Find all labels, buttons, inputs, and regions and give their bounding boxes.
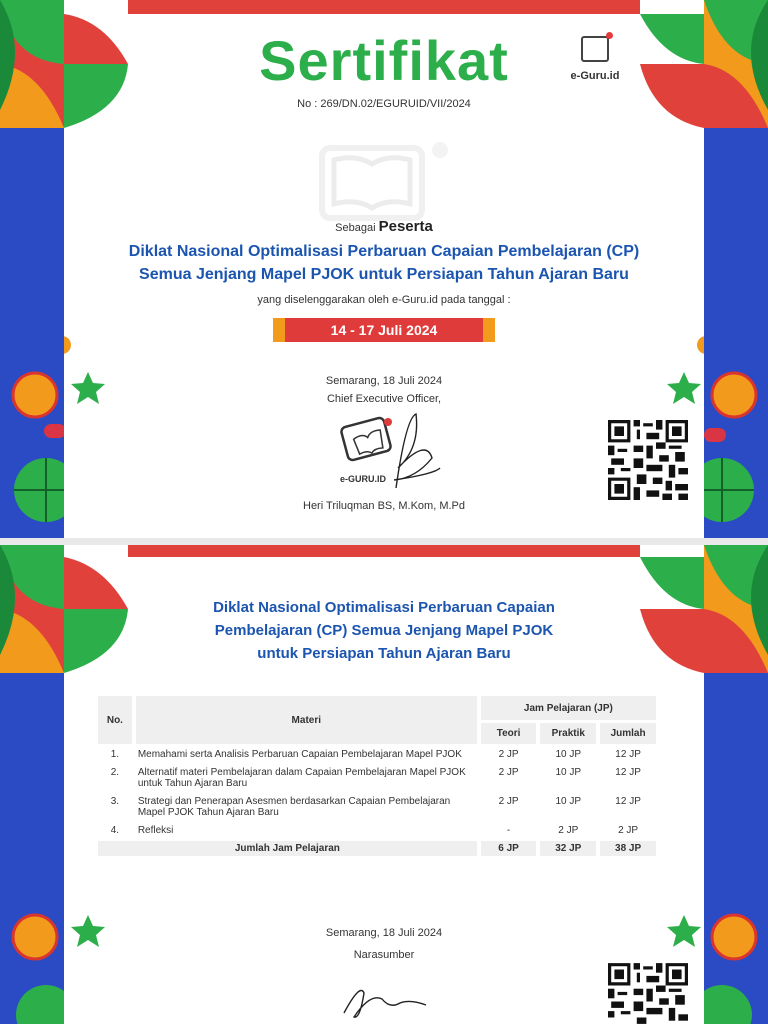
row-materi: Alternatif materi Pembelajaran dalam Capaian Pembelajaran Mapel PJOK untuk Tahun Ajaran Baru bbox=[137, 767, 466, 789]
syllabus-title-line3: untuk Persiapan Tahun Ajaran Baru bbox=[257, 645, 511, 662]
table-row bbox=[98, 794, 656, 820]
table-row bbox=[98, 747, 656, 762]
row-no: 3. bbox=[110, 796, 120, 807]
stamp-text: e-GURU.ID bbox=[340, 474, 387, 484]
total-row bbox=[98, 841, 656, 856]
syllabus-signer-title: Narasumber bbox=[353, 949, 415, 961]
table-row bbox=[98, 823, 656, 838]
row-teori: 2 JP bbox=[498, 749, 519, 760]
left-ornament-border bbox=[0, 0, 64, 538]
header-praktik: Praktik bbox=[540, 723, 596, 744]
row-teori: 2 JP bbox=[498, 796, 519, 807]
header-jp: Jam Pelajaran (JP) bbox=[481, 696, 656, 720]
qr-code-icon bbox=[608, 420, 688, 500]
row-praktik: 10 JP bbox=[555, 796, 582, 807]
syllabus-table bbox=[94, 693, 660, 859]
right-ornament-border bbox=[704, 0, 768, 538]
certificate-number: No : 269/DN.02/EGURUID/VII/2024 bbox=[297, 98, 471, 110]
place-date: Semarang, 18 Juli 2024 bbox=[325, 375, 443, 387]
row-jumlah: 12 JP bbox=[615, 796, 641, 807]
syllabus-place-date: Semarang, 18 Juli 2024 bbox=[325, 927, 443, 939]
qr-code-icon bbox=[608, 963, 688, 1024]
course-title-line2: Semua Jenjang Mapel PJOK untuk Persiapan Tahun Ajaran Baru bbox=[139, 266, 629, 283]
row-no: 4. bbox=[110, 825, 120, 836]
date-banner bbox=[273, 318, 495, 342]
stamp-signature bbox=[336, 408, 446, 500]
signer-name: Heri Triluqman BS, M.Kom, M.Pd bbox=[303, 500, 465, 512]
role-prefix: Sebagai bbox=[335, 222, 376, 234]
date-range: 14 - 17 Juli 2024 bbox=[285, 318, 483, 342]
row-praktik: 10 JP bbox=[555, 749, 582, 760]
brand-name: e-Guru.id bbox=[570, 70, 620, 82]
table-header-row bbox=[98, 696, 656, 720]
header-materi: Materi bbox=[136, 696, 477, 744]
role-line bbox=[0, 218, 768, 235]
syllabus-title-line1: Diklat Nasional Optimalisasi Perbaruan Capaian bbox=[213, 599, 555, 616]
row-teori: - bbox=[506, 825, 511, 836]
total-label: Jumlah Jam Pelajaran bbox=[98, 841, 477, 856]
page-separator bbox=[0, 538, 768, 545]
header-teori: Teori bbox=[481, 723, 537, 744]
row-praktik: 2 JP bbox=[558, 825, 579, 836]
row-jumlah: 12 JP bbox=[615, 767, 641, 778]
signer-title: Chief Executive Officer, bbox=[326, 393, 442, 405]
course-title-line1: Diklat Nasional Optimalisasi Perbaruan Capaian Pembelajaran (CP) bbox=[128, 243, 640, 260]
total-teori: 6 JP bbox=[481, 841, 537, 856]
row-teori: 2 JP bbox=[498, 767, 519, 778]
syllabus-title-line2: Pembelajaran (CP) Semua Jenjang Mapel PJOK bbox=[214, 622, 554, 639]
brand-logo bbox=[562, 36, 628, 84]
row-jumlah: 12 JP bbox=[615, 749, 641, 760]
total-praktik: 32 JP bbox=[540, 841, 596, 856]
organizer-text: yang diselenggarakan oleh e-Guru.id pada tanggal : bbox=[257, 294, 511, 306]
table-row bbox=[98, 765, 656, 791]
row-materi: Strategi dan Penerapan Asesmen berdasarkan Capaian Pembelajaran Mapel PJOK Tahun Ajaran Baru bbox=[137, 796, 451, 818]
row-materi: Refleksi bbox=[137, 825, 174, 836]
signature bbox=[340, 973, 430, 1024]
row-no: 2. bbox=[110, 767, 120, 778]
book-logo-icon bbox=[581, 36, 609, 62]
header-no: No. bbox=[98, 696, 132, 744]
header-jumlah: Jumlah bbox=[600, 723, 656, 744]
row-materi: Memahami serta Analisis Perbaruan Capaian Pembelajaran Mapel PJOK bbox=[137, 749, 462, 760]
row-jumlah: 2 JP bbox=[618, 825, 639, 836]
row-no: 1. bbox=[110, 749, 120, 760]
watermark-book-icon bbox=[318, 138, 450, 222]
role-label: Peserta bbox=[378, 218, 433, 235]
row-praktik: 10 JP bbox=[555, 767, 582, 778]
syllabus-page bbox=[0, 545, 768, 1024]
total-jumlah: 38 JP bbox=[600, 841, 656, 856]
certificate-title: Sertifikat bbox=[259, 29, 509, 92]
